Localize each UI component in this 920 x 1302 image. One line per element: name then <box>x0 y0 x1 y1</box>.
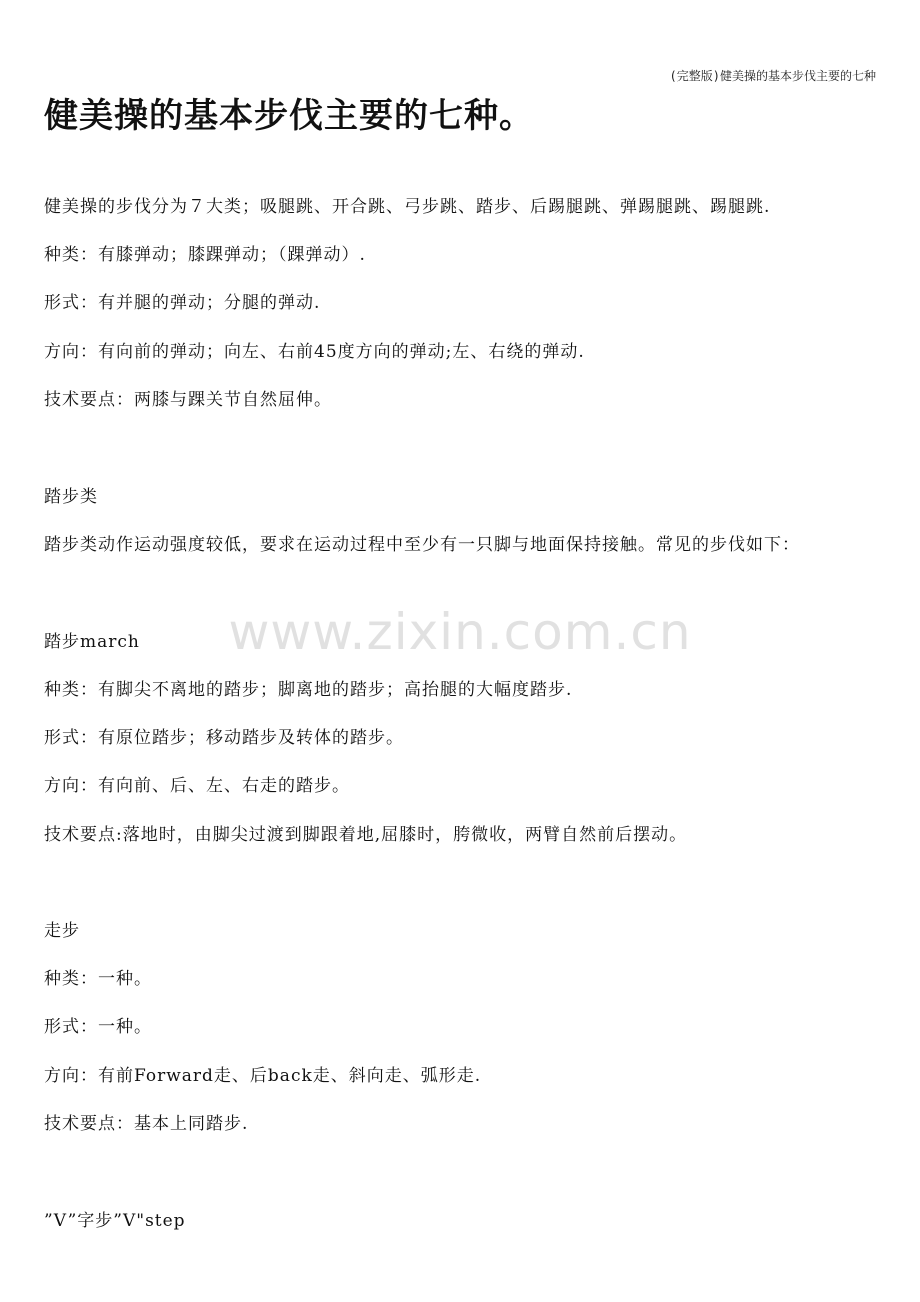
subsection-heading-v-step: ”V”字步”V"step <box>44 1211 186 1231</box>
subsection-heading-walk: 走步 <box>44 921 80 941</box>
document-title: 健美操的基本步伐主要的七种。 <box>44 96 534 136</box>
bounce-forms-line: 形式：有并腿的弹动；分腿的弹动. <box>44 293 321 313</box>
walk-types-line: 种类：一种。 <box>44 969 152 989</box>
march-directions-line: 方向：有向前、后、左、右走的踏步。 <box>44 776 350 796</box>
bounce-types-line: 种类：有膝弹动；膝踝弹动；（踝弹动）. <box>44 245 366 265</box>
step-category-description: 踏步类动作运动强度较低，要求在运动过程中至少有一只脚与地面保持接触。常见的步伐如下： <box>44 535 800 555</box>
march-types-line: 种类：有脚尖不离地的踏步；脚离地的踏步；高抬腿的大幅度踏步. <box>44 680 573 700</box>
walk-technique-line: 技术要点：基本上同踏步. <box>44 1114 249 1134</box>
bounce-directions-line: 方向：有向前的弹动；向左、右前45度方向的弹动;左、右绕的弹动. <box>44 342 585 362</box>
march-technique-line: 技术要点:落地时，由脚尖过渡到脚跟着地,屈膝时，胯微收，两臂自然前后摆动。 <box>44 825 688 845</box>
watermark: www.zixin.com.cn <box>228 603 692 661</box>
bounce-technique-line: 技术要点：两膝与踝关节自然屈伸。 <box>44 390 332 410</box>
march-forms-line: 形式：有原位踏步；移动踏步及转体的踏步。 <box>44 728 404 748</box>
section-heading-step-category: 踏步类 <box>44 487 98 507</box>
walk-directions-line: 方向：有前Forward走、后back走、斜向走、弧形走. <box>44 1066 482 1086</box>
walk-forms-line: 形式：一种。 <box>44 1017 152 1037</box>
subsection-heading-march: 踏步march <box>44 632 140 652</box>
running-header: (完整版)健美操的基本步伐主要的七种 <box>669 69 876 83</box>
intro-paragraph: 健美操的步伐分为７大类；吸腿跳、开合跳、弓步跳、踏步、后踢腿跳、弹踢腿跳、踢腿跳. <box>44 197 771 217</box>
